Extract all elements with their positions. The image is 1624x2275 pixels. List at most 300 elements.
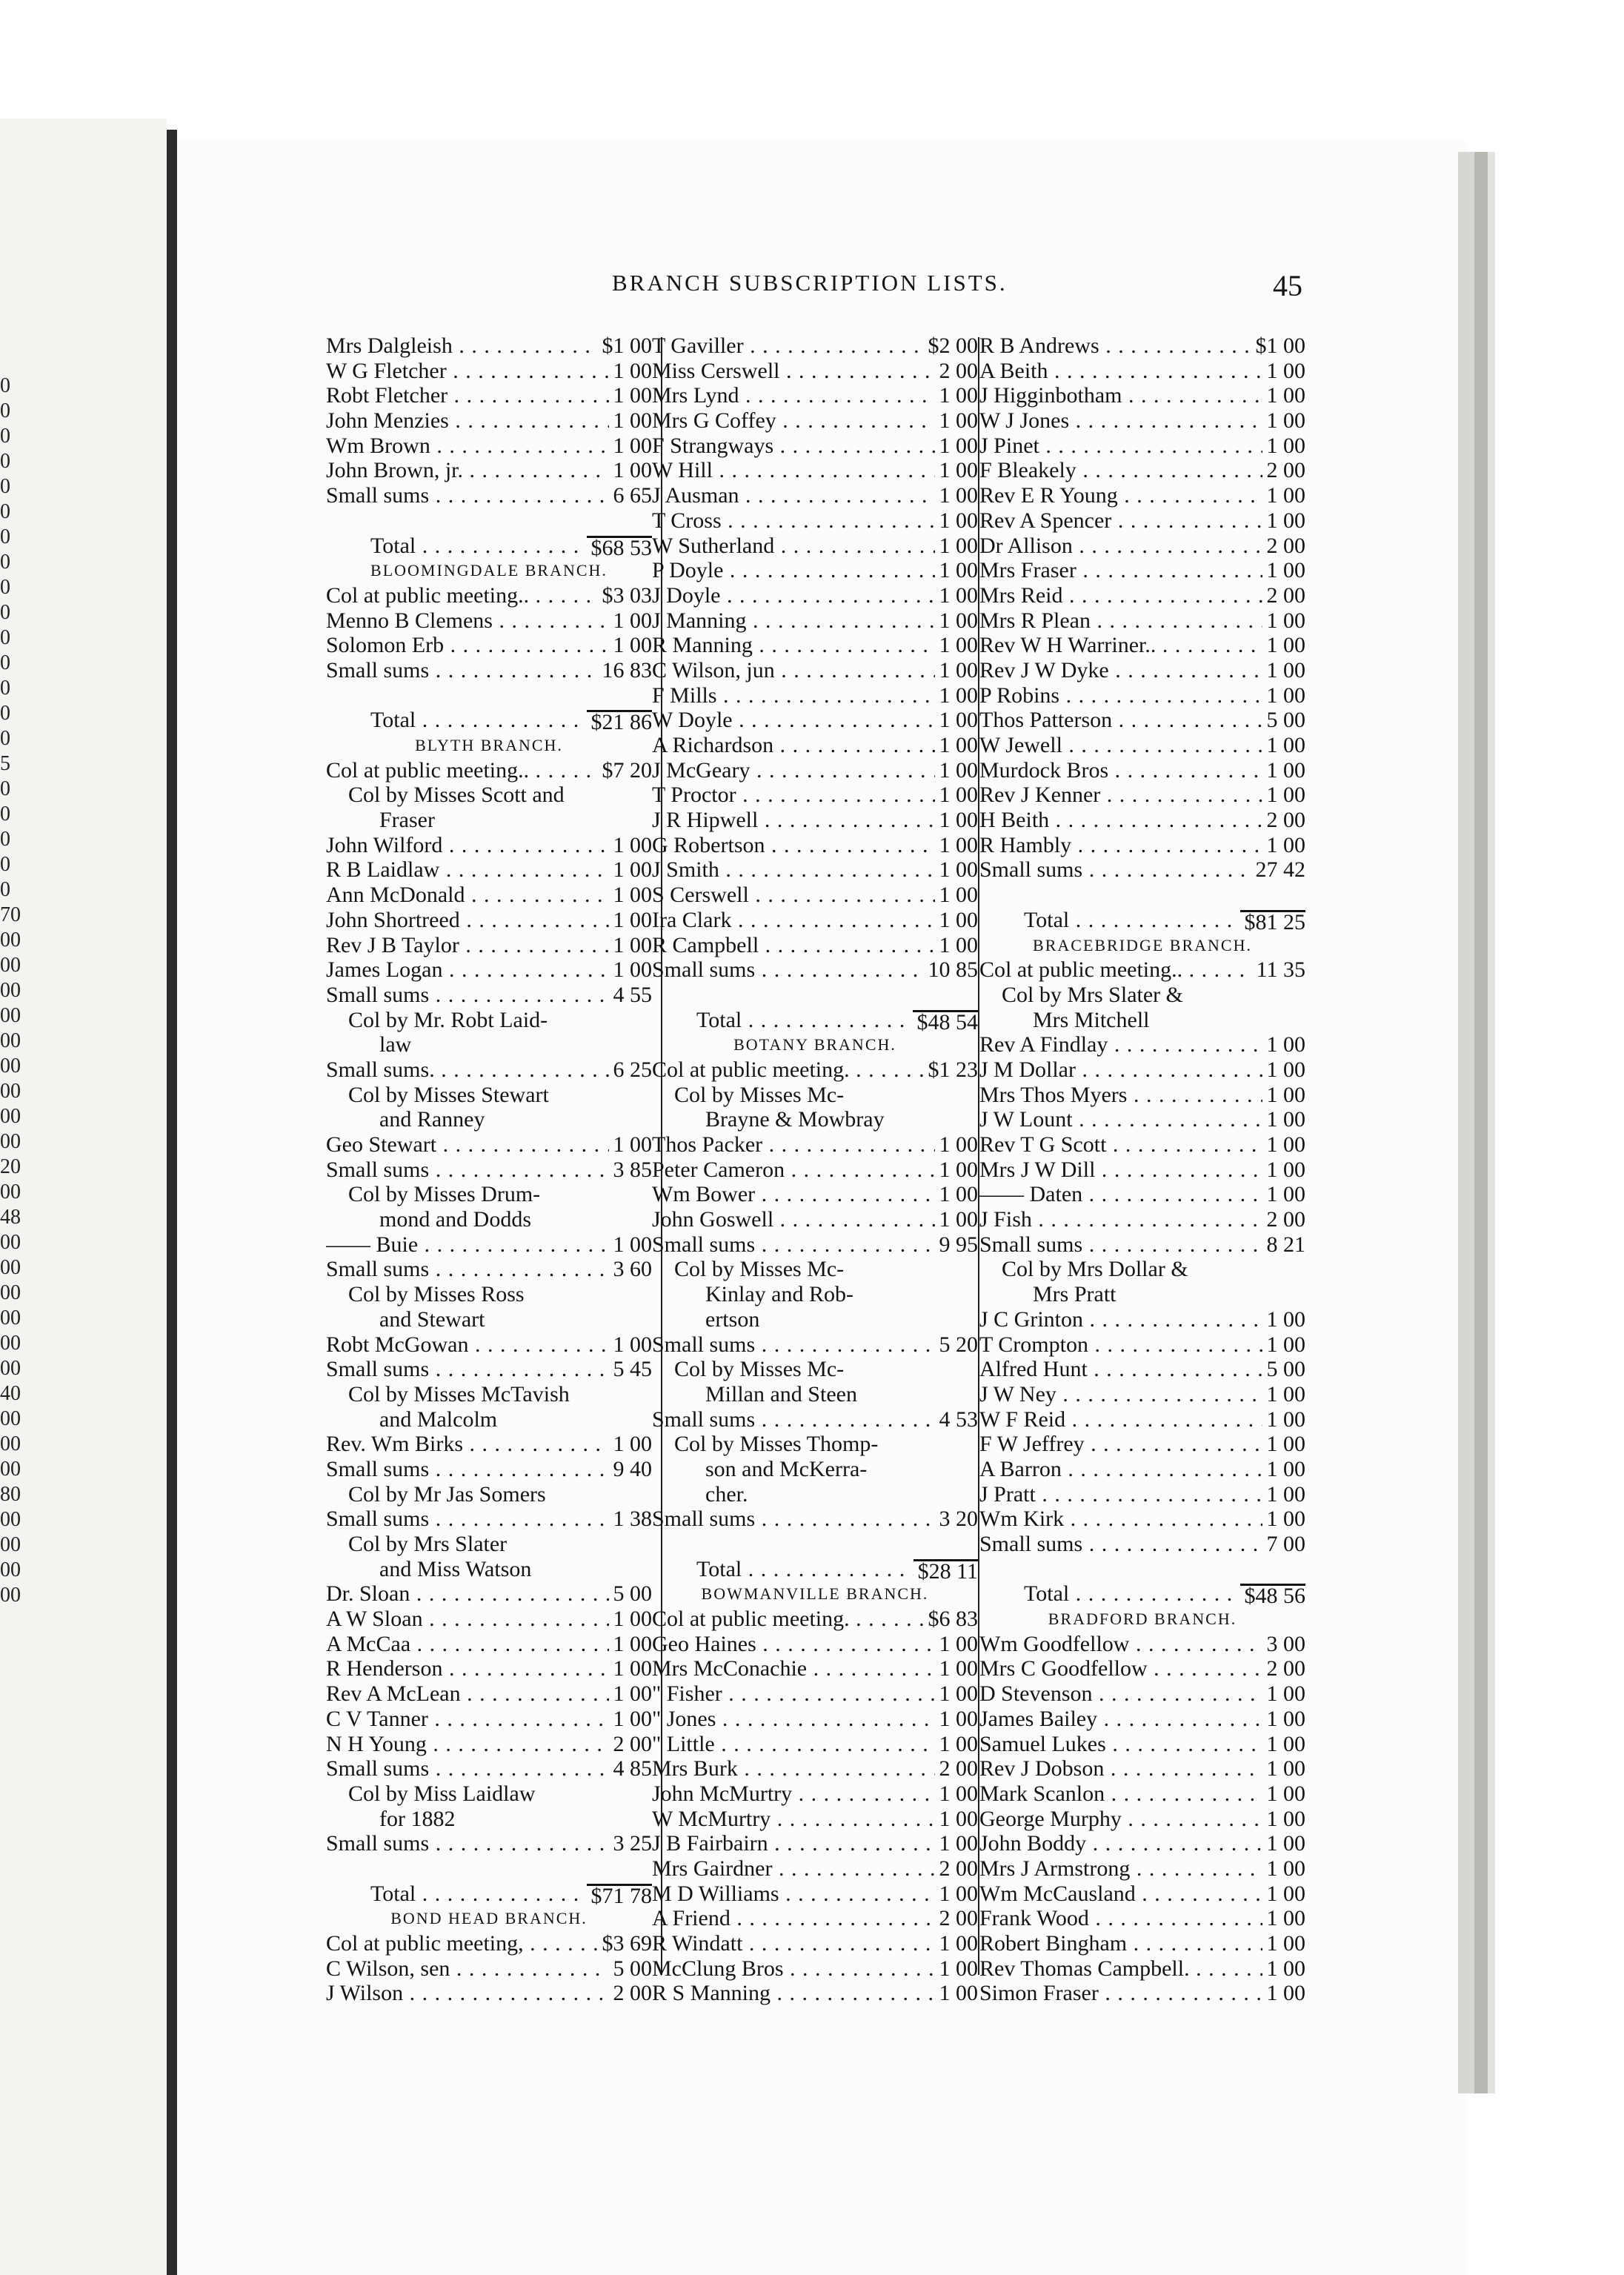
facing-page-digit: 00 [0, 1055, 21, 1077]
collector-note: Col by Misses Mc- [674, 1082, 845, 1107]
subscriber-row [979, 957, 1305, 983]
subscriber-name: Total . . . [696, 1557, 978, 1581]
facing-page-digit: 20 [0, 1155, 21, 1178]
facing-page-digit: 0 [0, 525, 10, 548]
amount: 1 00 [935, 1781, 979, 1807]
subscriber-row [652, 1906, 978, 1931]
subscriber-name: Ann McDonald . . . [326, 883, 652, 907]
subscriber-name: Wm Kirk . . . [979, 1507, 1305, 1531]
facing-page-digit: 0 [0, 677, 10, 700]
subscriber-name: Wm Bower . . . [652, 1182, 978, 1206]
facing-page-digit: 00 [0, 1105, 21, 1128]
amount: $28 11 [914, 1559, 978, 1582]
subscriber-name: Rev J B Taylor . . . [326, 933, 652, 957]
subscriber-name: Mrs Lynd . . . [652, 383, 978, 408]
subscriber-name: H Beith . . . [979, 808, 1305, 832]
collector-note: law [379, 1032, 412, 1057]
subscriber-name: R Windatt . . . [652, 1931, 978, 1956]
amount: 3 25 [609, 1831, 653, 1856]
facing-page-digit: 00 [0, 1231, 21, 1254]
amount: 1 00 [1262, 633, 1306, 658]
total-row [326, 708, 652, 733]
collector-note: Mrs Pratt [1033, 1282, 1116, 1307]
amount: 1 00 [609, 608, 653, 634]
subscriber-name: Rev J W Dyke . . . [979, 658, 1305, 682]
subscriber-row [979, 708, 1305, 733]
subscriber-row [979, 1032, 1305, 1057]
amount: $3 69 [598, 1931, 653, 1956]
collector-note: Col by Miss Laidlaw [348, 1781, 536, 1806]
spacer [326, 1856, 652, 1882]
subscriber-name: P Doyle . . . [652, 558, 978, 582]
facing-page-digit: 0 [0, 878, 10, 901]
subscriber-name: R Manning . . . [652, 633, 978, 657]
subscriber-row [652, 933, 978, 958]
amount: 1 00 [609, 383, 653, 408]
amount: 1 00 [1262, 1307, 1306, 1332]
facing-page-digit: 00 [0, 1558, 21, 1581]
subscriber-row [979, 683, 1305, 708]
amount: 1 00 [935, 1182, 979, 1207]
subscriber-name: Ira Clark . . . [652, 908, 978, 932]
subscriber-row [326, 1607, 652, 1632]
subscriber-name: Mark Scanlon . . . [979, 1781, 1305, 1806]
subscriber-name: F Bleakely . . . [979, 458, 1305, 482]
subscriber-row [979, 783, 1305, 808]
subscriber-name: Alfred Hunt . . . [979, 1357, 1305, 1381]
subscriber-name: J Pratt . . . [979, 1482, 1305, 1507]
subscriber-name: M D Williams . . . [652, 1882, 978, 1906]
subscriber-name: —— Daten . . . [979, 1182, 1305, 1206]
subscriber-name: J Smith . . . [652, 857, 978, 882]
subscriber-row [979, 1307, 1305, 1332]
subscriber-name: Mrs J W Dill . . . [979, 1158, 1305, 1182]
amount: 7 00 [1262, 1532, 1306, 1557]
subscriber-row [652, 1956, 978, 1982]
amount: 1 00 [1262, 1182, 1306, 1207]
subscriber-row [326, 957, 652, 983]
subscriber-name: Simon Fraser . . . [979, 1981, 1305, 2005]
amount: 1 00 [935, 783, 979, 808]
subscriber-row [326, 483, 652, 508]
subscriber-row [326, 434, 652, 459]
subscriber-name: Rev J Dobson . . . [979, 1756, 1305, 1781]
amount: 1 00 [609, 1332, 653, 1358]
amount: 2 00 [1262, 583, 1306, 608]
subscriber-name: D Stevenson . . . [979, 1681, 1305, 1706]
subscriber-name: W G Fletcher . . . [326, 359, 652, 383]
amount: $1 00 [1251, 333, 1306, 359]
amount: 1 00 [935, 833, 979, 858]
amount: 1 00 [1262, 1981, 1306, 2006]
column-2 [652, 333, 978, 2006]
amount: 1 00 [935, 658, 979, 683]
subscriber-name: Mrs R Plean . . . [979, 608, 1305, 633]
facing-page-digit: 0 [0, 551, 10, 574]
amount: 3 20 [935, 1507, 979, 1532]
subscriber-name: J C Grinton . . . [979, 1307, 1305, 1332]
spacer [652, 983, 978, 1008]
subscriber-name: J M Dollar . . . [979, 1057, 1305, 1082]
subscriber-name: J Higginbotham . . . [979, 383, 1305, 408]
amount: $68 53 [587, 536, 653, 559]
subscriber-row [979, 558, 1305, 583]
branch-heading: BLYTH BRANCH. [415, 736, 563, 754]
subscriber-row [652, 558, 978, 583]
subscriber-name: Small sums . . . [326, 483, 652, 508]
facing-page-digit: 0 [0, 828, 10, 851]
amount: 1 00 [609, 933, 653, 958]
subscriber-name: Rev Thomas Campbell. . . . [979, 1956, 1305, 1981]
running-head: BRANCH SUBSCRIPTION LISTS. [612, 270, 1008, 296]
collector-note: Col by Misses Mc- [674, 1257, 845, 1282]
branch-heading: BLOOMINGDALE BRANCH. [370, 561, 608, 580]
subscriber-row [326, 1981, 652, 2006]
subscriber-name: Geo Haines . . . [652, 1632, 978, 1656]
subscriber-row [326, 883, 652, 908]
subscriber-row [979, 1057, 1305, 1083]
subscriber-name: W McMurtry . . . [652, 1807, 978, 1831]
amount: 1 00 [1262, 1057, 1306, 1083]
amount: 3 85 [609, 1158, 653, 1183]
subscriber-row [326, 1756, 652, 1781]
subscriber-row [652, 758, 978, 783]
facing-page-digit: 70 [0, 903, 21, 926]
collector-note: Kinlay and Rob- [705, 1282, 853, 1307]
subscriber-row [326, 633, 652, 658]
subscriber-name: Rev A McLean . . . [326, 1681, 652, 1706]
subscriber-row [652, 1207, 978, 1232]
subscriber-name: Mrs Reid . . . [979, 583, 1305, 608]
subscriber-name: F Strangways . . . [652, 434, 978, 458]
subscriber-row [326, 408, 652, 434]
subscriber-row [652, 833, 978, 858]
amount: 1 00 [1262, 1432, 1306, 1457]
subscriber-row [652, 1981, 978, 2006]
subscriber-name: J Ausman . . . [652, 483, 978, 508]
subscriber-row [979, 1407, 1305, 1432]
facing-page-digit: 5 [0, 752, 10, 775]
subscriber-row [652, 1182, 978, 1207]
amount: 1 00 [1262, 1382, 1306, 1407]
subscriber-row [326, 1507, 652, 1532]
subscriber-name: Rev W H Warriner.. . . . [979, 633, 1305, 657]
subscriber-name: W Sutherland . . . [652, 534, 978, 558]
subscriber-name: John Goswell . . . [652, 1207, 978, 1232]
amount: 4 85 [609, 1756, 653, 1781]
subscriber-row [979, 608, 1305, 634]
facing-page-digit: 0 [0, 727, 10, 750]
collector-note: and Stewart [379, 1306, 485, 1332]
subscriber-row [979, 1107, 1305, 1132]
subscriber-name: G Robertson . . . [652, 833, 978, 857]
subscriber-row [979, 1856, 1305, 1882]
amount: 1 00 [935, 883, 979, 908]
amount: 6 25 [609, 1057, 653, 1083]
subscriber-name: A Beith . . . [979, 359, 1305, 383]
subscriber-row [326, 458, 652, 483]
subscriber-row [979, 383, 1305, 408]
amount: 4 53 [935, 1407, 979, 1432]
subscriber-name: George Murphy . . . [979, 1807, 1305, 1831]
facing-page-digit: 00 [0, 1029, 21, 1052]
subscriber-row [326, 1132, 652, 1158]
subscriber-row [979, 359, 1305, 384]
facing-page-digit: 40 [0, 1382, 21, 1405]
branch-heading: BRACEBRIDGE BRANCH. [1033, 935, 1252, 954]
subscriber-name: C V Tanner . . . [326, 1707, 652, 1731]
amount: $1 23 [924, 1057, 979, 1083]
subscriber-row [326, 758, 652, 783]
amount: 1 00 [609, 1656, 653, 1681]
facing-page-digit: 00 [0, 1407, 21, 1430]
subscriber-name: Mrs Dalgleish . . . [326, 333, 652, 358]
subscriber-row [979, 1831, 1305, 1856]
subscriber-name: Small sums . . . [326, 1357, 652, 1381]
subscriber-name: T Gaviller . . . [652, 333, 978, 358]
subscriber-row [652, 708, 978, 733]
amount: 1 00 [1262, 1083, 1306, 1108]
subscriber-name: T Cross . . . [652, 508, 978, 533]
amount: 1 00 [1262, 1507, 1306, 1532]
subscriber-row [979, 1681, 1305, 1707]
subscriber-row [979, 1357, 1305, 1382]
amount: $48 54 [913, 1010, 979, 1033]
subscriber-name: " Fisher . . . [652, 1681, 978, 1706]
spacer [326, 683, 652, 708]
amount: 1 00 [609, 408, 653, 434]
amount: 1 00 [935, 608, 979, 634]
subscriber-row [326, 1956, 652, 1982]
spacer [979, 1557, 1305, 1582]
amount: 1 00 [609, 957, 653, 983]
subscriber-name: Total . . . [370, 708, 652, 732]
subscriber-name: Total . . . [370, 534, 652, 558]
subscriber-row [326, 1632, 652, 1657]
amount: 1 38 [609, 1507, 653, 1532]
subscriber-row [326, 1332, 652, 1358]
amount: 1 00 [935, 1158, 979, 1183]
amount: 5 00 [1262, 708, 1306, 733]
page-number: 45 [1273, 269, 1302, 302]
subscriber-name: Peter Cameron . . . [652, 1158, 978, 1182]
subscriber-name: R B Andrews . . . [979, 333, 1305, 358]
subscriber-row [326, 1158, 652, 1183]
subscriber-row [979, 658, 1305, 683]
subscriber-name: Small sums . . . [326, 983, 652, 1007]
subscriber-name: John McMurtry . . . [652, 1781, 978, 1806]
subscriber-name: Small sums . . . [326, 658, 652, 682]
amount: 1 00 [935, 1981, 979, 2006]
book-gutter [167, 130, 177, 2275]
subscriber-name: Small sums . . . [979, 857, 1305, 882]
subscriber-name: Small sums . . . [652, 1407, 978, 1432]
subscriber-name: John Boddy . . . [979, 1831, 1305, 1856]
amount: 1 00 [935, 408, 979, 434]
subscriber-name: R S Manning . . . [652, 1981, 978, 2005]
subscriber-name: R Hambly . . . [979, 833, 1305, 857]
subscriber-row [326, 608, 652, 634]
total-row [652, 1008, 978, 1033]
amount: 1 00 [609, 883, 653, 908]
subscriber-row [979, 1656, 1305, 1681]
amount: 11 35 [1252, 957, 1305, 983]
amount: 1 00 [935, 508, 979, 534]
subscriber-row [326, 983, 652, 1008]
facing-page-digit: 00 [0, 1533, 21, 1556]
subscriber-row [326, 1057, 652, 1083]
amount: 2 00 [1262, 1207, 1306, 1232]
subscriber-row [979, 1632, 1305, 1657]
facing-page-digit: 0 [0, 425, 10, 448]
subscriber-row [326, 1457, 652, 1482]
amount: 9 40 [609, 1457, 653, 1482]
page-edge [1458, 152, 1474, 2093]
amount: 1 00 [609, 1607, 653, 1632]
facing-page-digit: 00 [0, 1584, 21, 1607]
subscriber-row [652, 1882, 978, 1907]
subscriber-name: Robert Bingham . . . [979, 1931, 1305, 1956]
collector-note: for 1882 [379, 1806, 456, 1831]
subscriber-name: " Jones . . . [652, 1707, 978, 1731]
subscriber-name: Mrs McConachie . . . [652, 1656, 978, 1681]
subscriber-name: Wm Brown . . . [326, 434, 652, 458]
amount: 1 00 [1262, 1158, 1306, 1183]
collector-note: Col by Mr. Robt Laid- [348, 1007, 548, 1032]
amount: 1 00 [1262, 658, 1306, 683]
subscriber-name: Mrs Fraser . . . [979, 558, 1305, 582]
subscriber-row [652, 534, 978, 559]
collector-note: Col by Mrs Slater & [1002, 982, 1183, 1007]
facing-page-digit: 00 [0, 1080, 21, 1103]
facing-page-digit: 0 [0, 803, 10, 826]
amount: 16 83 [598, 658, 653, 683]
subscriber-name: Mrs Gairdner . . . [652, 1856, 978, 1881]
subscriber-row [979, 1981, 1305, 2006]
facing-page-digit: 00 [0, 1256, 21, 1279]
subscriber-row [326, 333, 652, 359]
amount: 1 00 [935, 1632, 979, 1657]
amount: 9 95 [935, 1232, 979, 1258]
branch-heading: BOND HEAD BRANCH. [390, 1909, 588, 1928]
amount: 1 00 [1262, 1856, 1306, 1882]
amount: 5 00 [609, 1956, 653, 1982]
subscriber-row [979, 534, 1305, 559]
subscriber-name: J W Ney . . . [979, 1382, 1305, 1406]
subscriber-name: J R Hipwell . . . [652, 808, 978, 832]
amount: 1 00 [1262, 483, 1306, 508]
subscriber-name: A Barron . . . [979, 1457, 1305, 1481]
total-row [979, 908, 1305, 933]
subscriber-name: Thos Packer . . . [652, 1132, 978, 1157]
subscriber-row [652, 1707, 978, 1732]
facing-page-digit: 00 [0, 1281, 21, 1304]
facing-page-digit: 0 [0, 500, 10, 523]
amount: 1 00 [609, 1707, 653, 1732]
subscriber-row [652, 1856, 978, 1882]
column-3 [979, 333, 1305, 2006]
subscriber-row [652, 1232, 978, 1258]
collector-note: Col by Misses Ross [348, 1282, 525, 1307]
subscriber-row [326, 658, 652, 683]
amount: 1 00 [935, 1656, 979, 1681]
facing-page-digit: 48 [0, 1206, 21, 1229]
subscriber-name: J Fish . . . [979, 1207, 1305, 1232]
subscriber-row [979, 583, 1305, 608]
facing-page-digit: 00 [0, 1332, 21, 1355]
subscriber-name: Dr. Sloan . . . [326, 1581, 652, 1606]
amount: 1 00 [1262, 1732, 1306, 1757]
total-row [326, 534, 652, 559]
subscriber-row [652, 508, 978, 534]
subscriber-name: W Doyle . . . [652, 708, 978, 732]
subscriber-name: W Hill . . . [652, 458, 978, 482]
subscriber-name: Wm Goodfellow . . . [979, 1632, 1305, 1656]
facing-page-sliver [0, 119, 167, 2275]
subscriber-name: Col at public meeting.. . . . [979, 957, 1305, 982]
amount: 2 00 [1262, 458, 1306, 483]
amount: $48 56 [1240, 1584, 1306, 1607]
subscriber-row [979, 1457, 1305, 1482]
amount: 1 00 [935, 383, 979, 408]
amount: 1 00 [1262, 1906, 1306, 1931]
subscriber-row [979, 1332, 1305, 1358]
amount: 1 00 [1262, 1107, 1306, 1132]
subscriber-name: Small sums . . . [326, 1831, 652, 1856]
subscriber-name: McClung Bros . . . [652, 1956, 978, 1981]
subscriber-name: Rev. Wm Birks . . . [326, 1432, 652, 1456]
amount: 1 00 [1262, 1482, 1306, 1507]
subscriber-name: W J Jones . . . [979, 408, 1305, 433]
subscriber-row [326, 1432, 652, 1457]
subscriber-name: Small sums . . . [979, 1232, 1305, 1257]
subscriber-name: Total . . . [1024, 1581, 1305, 1606]
subscriber-name: Small sums . . . [979, 1532, 1305, 1556]
amount: 3 00 [1262, 1632, 1306, 1657]
amount: 1 00 [935, 483, 979, 508]
subscriber-name: Samuel Lukes . . . [979, 1732, 1305, 1756]
subscriber-row [652, 608, 978, 634]
subscriber-row [652, 883, 978, 908]
page-edge [1488, 152, 1495, 2093]
collector-note: Col by Mrs Dollar & [1002, 1257, 1188, 1282]
subscriber-name: J W Lount . . . [979, 1107, 1305, 1132]
subscriber-row [326, 1357, 652, 1382]
facing-page-digit: 00 [0, 954, 21, 977]
subscriber-row [326, 1831, 652, 1856]
subscriber-name: Mrs J Armstrong . . . [979, 1856, 1305, 1881]
facing-page-digit: 0 [0, 626, 10, 649]
amount: $81 25 [1240, 910, 1306, 933]
amount: 27 42 [1251, 857, 1306, 883]
subscriber-row [326, 1707, 652, 1732]
facing-page-digit: 00 [0, 1458, 21, 1481]
collector-note: Col by Misses McTavish [348, 1381, 570, 1406]
subscriber-name: Solomon Erb . . . [326, 633, 652, 657]
subscriber-name: A Richardson . . . [652, 733, 978, 757]
subscriber-name: John Shortreed . . . [326, 908, 652, 932]
subscriber-row [979, 1158, 1305, 1183]
subscriber-row [326, 1232, 652, 1258]
facing-page-digit: 00 [0, 1432, 21, 1455]
subscriber-name: J B Fairbairn . . . [652, 1831, 978, 1856]
facing-page-digit: 0 [0, 399, 10, 422]
subscriber-name: Small sums . . . [326, 1257, 652, 1281]
total-row [326, 1882, 652, 1907]
facing-page-digit: 00 [0, 979, 21, 1002]
subscriber-name: Col at public meeting.. . . . [326, 583, 652, 608]
total-row [652, 1557, 978, 1582]
